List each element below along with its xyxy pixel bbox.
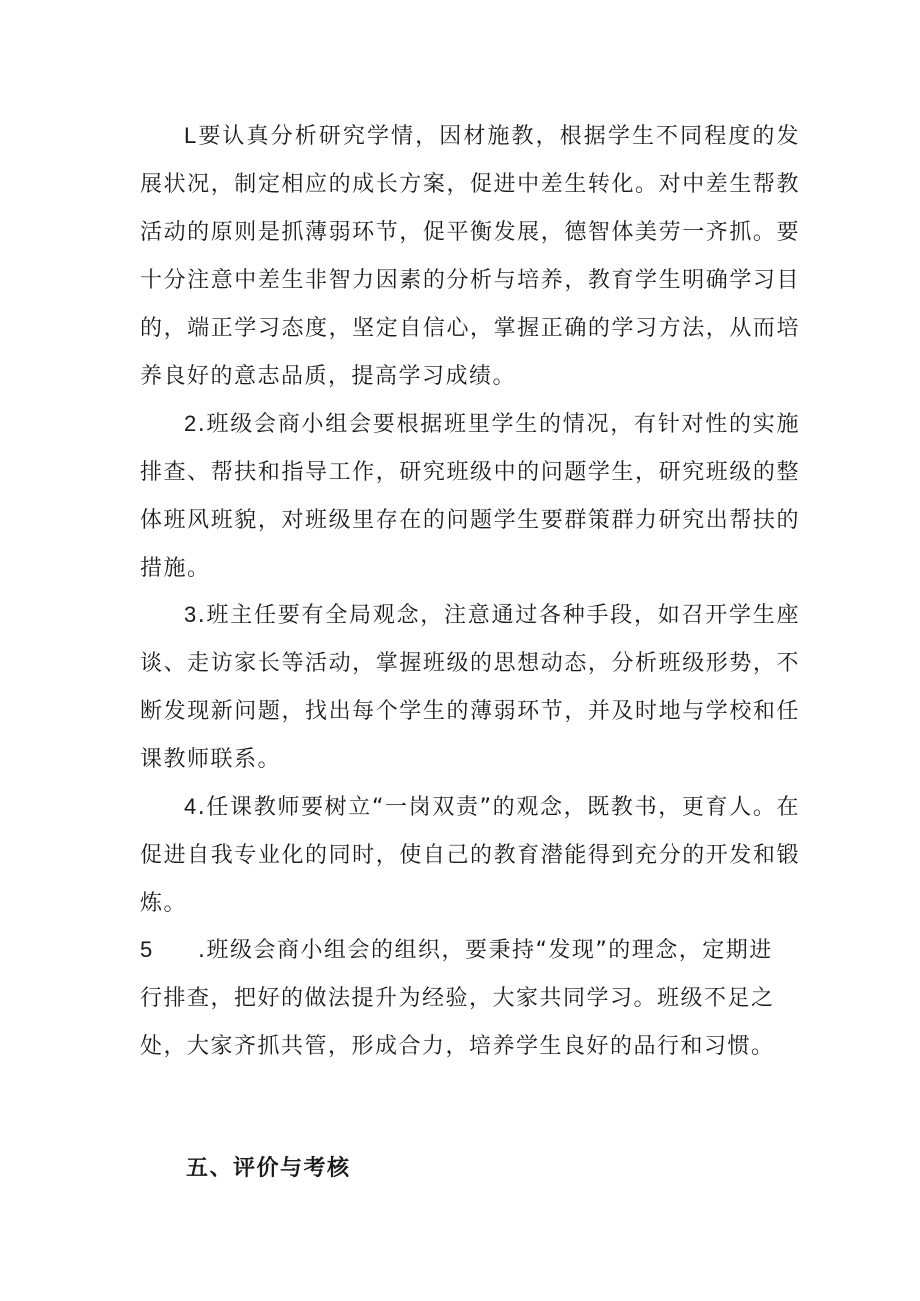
paragraph-1 [140, 112, 800, 401]
paragraph-3-number: 3 [184, 602, 198, 627]
paragraph-2-text: .班级会商小组会要根据班里学生的情况，有针对性的实施排查、帮扶和指导工作，研究班级中的问题学生，研究班级的整体班风班貌，对班级里存在的问题学生要群策群力研究出帮扶的措施。 [140, 412, 800, 581]
paragraph-5-text: .班级会商小组会的组织，要秉持“发现”的理念，定期进行排查，把好的做法提升为经验，大家共同学习。班级不足之处，大家齐抓共管，形成合力，培养学生良好的品行和习惯。 [140, 938, 775, 1059]
paragraph-5-number: 5 [140, 937, 154, 962]
paragraph-1-number: L [184, 123, 198, 148]
paragraph-2-number: 2 [184, 411, 198, 436]
paragraph-1-text: 要认真分析研究学情，因材施教，根据学生不同程度的发展状况，制定相应的成长方案，促进中差生转化。对中差生帮教活动的原则是抓薄弱环节，促平衡发展，德智体美劳一齐抓。要十分注意中差生非智力因素的分析与培养，教育学生明确学习目的，端正学习态度，坚定自信心，掌握正确的学习方法，从而培养良好的意志品质，提高学习成绩。 [140, 124, 800, 389]
paragraph-4 [140, 783, 800, 928]
paragraph-3 [140, 591, 800, 784]
paragraph-2 [140, 400, 800, 593]
section-heading: 五、评价与考核 [186, 1156, 351, 1181]
paragraph-4-text: .任课教师要树立“一岗双责”的观念，既教书，更育人。在促进自我专业化的同时，使自己的教育潜能得到充分的开发和锻炼。 [140, 795, 800, 916]
paragraph-3-text: .班主任要有全局观念，注意通过各种手段，如召开学生座谈、走访家长等活动，掌握班级的思想动态，分析班级形势，不断发现新问题，找出每个学生的薄弱环节，并及时地与学校和任课教师联系。 [140, 603, 800, 772]
paragraph-5 [140, 926, 780, 1071]
paragraph-4-number: 4 [184, 794, 198, 819]
